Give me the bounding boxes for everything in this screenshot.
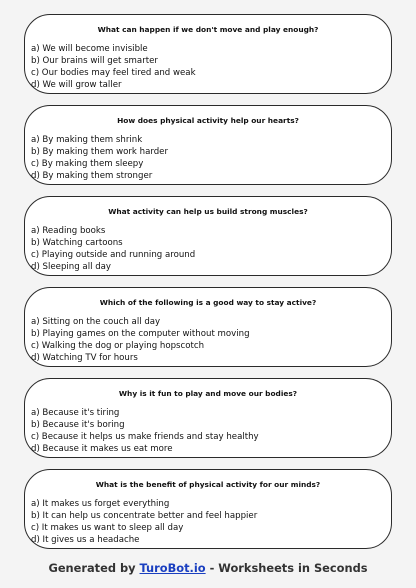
- question-2-option-b: b) By making them work harder: [31, 147, 168, 157]
- question-6-option-c: c) It makes us want to sleep all day: [31, 523, 184, 533]
- question-6-options: [31, 498, 257, 546]
- question-5-option-d: d) Because it makes us eat more: [31, 444, 173, 454]
- question-1-option-b: b) Our brains will get smarter: [31, 56, 158, 66]
- question-6-option-a: a) It makes us forget everything: [31, 499, 170, 509]
- question-card-4: [24, 287, 392, 367]
- question-3-option-a: a) Reading books: [31, 226, 106, 236]
- question-card-5: [24, 378, 392, 458]
- question-3-option-c: c) Playing outside and running around: [31, 250, 196, 260]
- question-3-text: What activity can help us build strong muscles?: [108, 207, 308, 216]
- question-4-option-d: d) Watching TV for hours: [31, 353, 138, 363]
- question-5-option-b: b) Because it's boring: [31, 420, 125, 430]
- question-1-option-a: a) We will become invisible: [31, 44, 148, 54]
- footer-suffix: - Worksheets in Seconds: [205, 561, 368, 575]
- question-6-text: What is the benefit of physical activity for our minds?: [95, 480, 321, 489]
- question-6-option-b: b) It can help us concentrate better and feel happier: [31, 511, 258, 521]
- question-6-option-d: d) It gives us a headache: [31, 535, 140, 545]
- question-5-option-a: a) Because it's tiring: [31, 408, 120, 418]
- question-1-text: What can happen if we don't move and play enough?: [97, 25, 319, 34]
- question-3-option-b: b) Watching cartoons: [31, 238, 123, 248]
- question-5-text: Why is it fun to play and move our bodies?: [118, 389, 298, 398]
- question-5-option-c: c) Because it helps us make friends and stay healthy: [31, 432, 259, 442]
- question-3-options: [31, 225, 195, 273]
- question-1-options: [31, 43, 196, 91]
- question-2-option-d: d) By making them stronger: [31, 171, 153, 181]
- question-3-option-d: d) Sleeping all day: [31, 262, 112, 272]
- question-2-option-a: a) By making them shrink: [31, 135, 143, 145]
- question-4-option-c: c) Walking the dog or playing hopscotch: [31, 341, 205, 351]
- footer-prefix: Generated by: [48, 561, 140, 575]
- question-2-option-c: c) By making them sleepy: [31, 159, 144, 169]
- question-4-options: [31, 316, 250, 364]
- question-card-1: [24, 14, 392, 94]
- turobot-link[interactable]: TuroBot.io: [139, 561, 206, 575]
- question-1-option-d: d) We will grow taller: [31, 80, 122, 90]
- question-4-option-a: a) Sitting on the couch all day: [31, 317, 161, 327]
- question-5-options: [31, 407, 259, 455]
- question-4-option-b: b) Playing games on the computer without moving: [31, 329, 250, 339]
- footer: [0, 561, 416, 575]
- question-1-option-c: c) Our bodies may feel tired and weak: [31, 68, 196, 78]
- question-2-text: How does physical activity help our hearts?: [117, 116, 299, 125]
- question-2-options: [31, 134, 168, 182]
- question-4-text: Which of the following is a good way to stay active?: [99, 298, 317, 307]
- question-card-3: [24, 196, 392, 276]
- question-card-6: [24, 469, 392, 549]
- question-card-2: [24, 105, 392, 185]
